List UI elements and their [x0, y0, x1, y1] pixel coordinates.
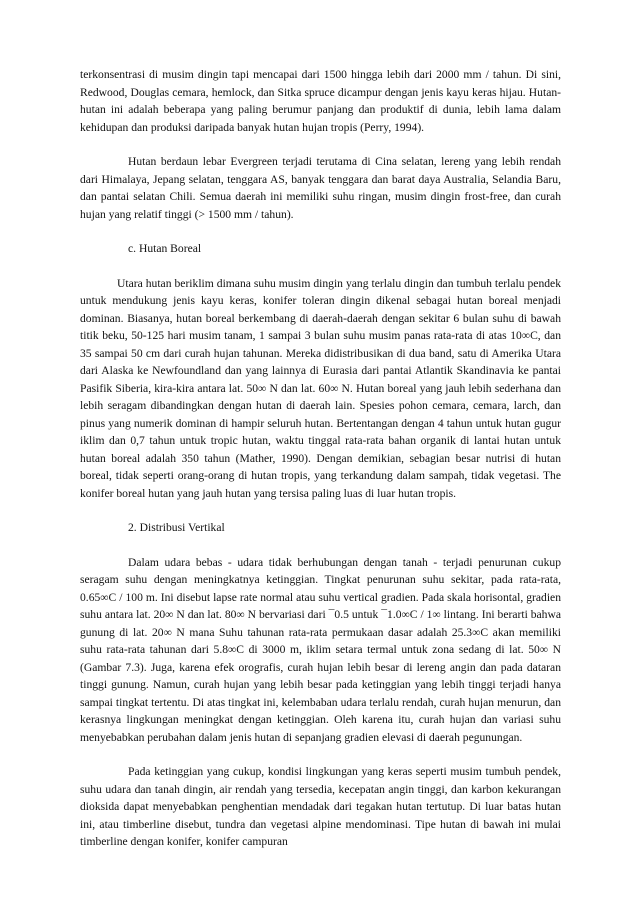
- paragraph-redwood-forests: terkonsentrasi di musim dingin tapi mencapai dari 1500 hingga lebih dari 2000 mm / tahun. Di sini, Redwood, Douglas cemara, hemlock, dan Sitka spruce dicampur dengan jenis kayu keras hijau. Hutan-hutan ini adalah beberapa yang paling berumur panjang dan produktif di dunia, lebih lama dalam kehidupan dan produksi daripada banyak hutan hujan tropis (Perry, 1994).: [80, 68, 561, 134]
- heading-distribusi-vertikal: 2. Distribusi Vertikal: [128, 521, 225, 534]
- paragraph-gap: [80, 136, 561, 153]
- paragraph-gap: [80, 746, 561, 763]
- paragraph-gap: [80, 223, 561, 240]
- paragraph-evergreen-broadleaf: Hutan berdaun lebar Evergreen terjadi terutama di Cina selatan, lereng yang lebih rendah dari Himalaya, Jepang selatan, tenggara AS, banyak tenggara dan barat daya Australia, Selandia Baru, dan pantai selatan Chili. Semua daerah ini memiliki suhu ringan, musim dingin frost-free, dan curah hujan yang relatif tinggi (> 1500 mm / tahun).: [80, 155, 561, 221]
- paragraph-gap: [80, 258, 561, 275]
- paragraph-timberline: Pada ketinggian yang cukup, kondisi lingkungan yang keras seperti musim tumbuh pendek, suhu udara dan tanah dingin, air rendah yang tersedia, kecepatan angin tinggi, dan karbon kekurangan dioksida dapat menyebabkan penghentian mendadak dari tegakan hutan tertutup. Di luar batas hutan ini, atau timberline disebut, tundra dan vegetasi alpine mendominasi. Tipe hutan di bawah ini mulai timberline dengan konifer, konifer campuran: [80, 765, 561, 848]
- paragraph-gap: [80, 502, 561, 519]
- paragraph-vertical-distribution: Dalam udara bebas - udara tidak berhubungan dengan tanah - terjadi penurunan cukup seragam suhu dengan meningkatnya ketinggian. Tingkat penurunan suhu sekitar, pada rata-rata, 0.65∞C / 100 m. Ini disebut lapse rate normal atau suhu vertical gradien. Pada skala horisontal, gradien suhu antara lat. 20∞ N dan lat. 80∞ N bervariasi dari ¯0.5 untuk ¯1.0∞C / 1∞ lintang. Ini berarti bahwa gunung di lat. 20∞ N mana Suhu tahunan rata-rata permukaan dasar adalah 25.3∞C akan memiliki suhu rata-rata tahunan dari 5.8∞C di 3000 m, iklim setara termal untuk zona sedang di lat. 50∞ N (Gambar 7.3). Juga, karena efek orografis, curah hujan lebih besar di lereng angin dan pada dataran tinggi gunung. Namun, curah hujan yang lebih besar pada ketinggian yang lebih tinggi terjadi hanya sampai tingkat tertentu. Di atas tingkat ini, kelembaban udara terlalu rendah, curah hujan menurun, dan kerasnya lingkungan meningkat dengan ketinggian. Oleh karena itu, curah hujan dan variasi suhu menyebabkan perubahan dalam jenis hutan di sepanjang gradien elevasi di daerah pegunungan.: [80, 555, 561, 744]
- document-page: [80, 66, 561, 851]
- heading-hutan-boreal: c. Hutan Boreal: [128, 242, 202, 255]
- paragraph-gap: [80, 537, 561, 554]
- paragraph-boreal-forest: Utara hutan beriklim dimana suhu musim dingin yang terlalu dingin dan tumbuh terlalu pendek untuk mendukung jenis kayu keras, konifer toleran dingin dikenal sebagai hutan boreal menjadi dominan. Biasanya, hutan boreal berkembang di daerah-daerah dengan sekitar 6 bulan suhu di bawah titik beku, 50-125 hari musim tanam, 1 sampai 3 bulan suhu musim panas rata-rata di atas 10∞C, dan 35 sampai 50 cm dari curah hujan tahunan. Mereka didistribusikan di dua band, satu di Amerika Utara dari Alaska ke Newfoundland dan yang lainnya di Eurasia dari pantai Atlantik Skandinavia ke pantai Pasifik Siberia, kira-kira antara lat. 50∞ N dan lat. 60∞ N. Hutan boreal yang jauh lebih sederhana dan lebih seragam dibandingkan dengan hutan di daerah lain. Spesies pohon cemara, cemara, larch, dan pinus yang numerik dominan di hampir seluruh hutan. Bertentangan dengan 4 tahun untuk hutan gugur iklim dan 0,7 tahun untuk tropic hutan, waktu tinggal rata-rata bahan organik di lantai hutan untuk hutan boreal adalah 350 tahun (Mather, 1990). Dengan demikian, sebagian besar nutrisi di hutan boreal, tidak seperti orang-orang di hutan tropis, yang terkandung dalam sampah, tidak vegetasi. The konifer boreal hutan yang jauh hutan yang tersisa paling luas di luar hutan tropis.: [80, 276, 561, 500]
